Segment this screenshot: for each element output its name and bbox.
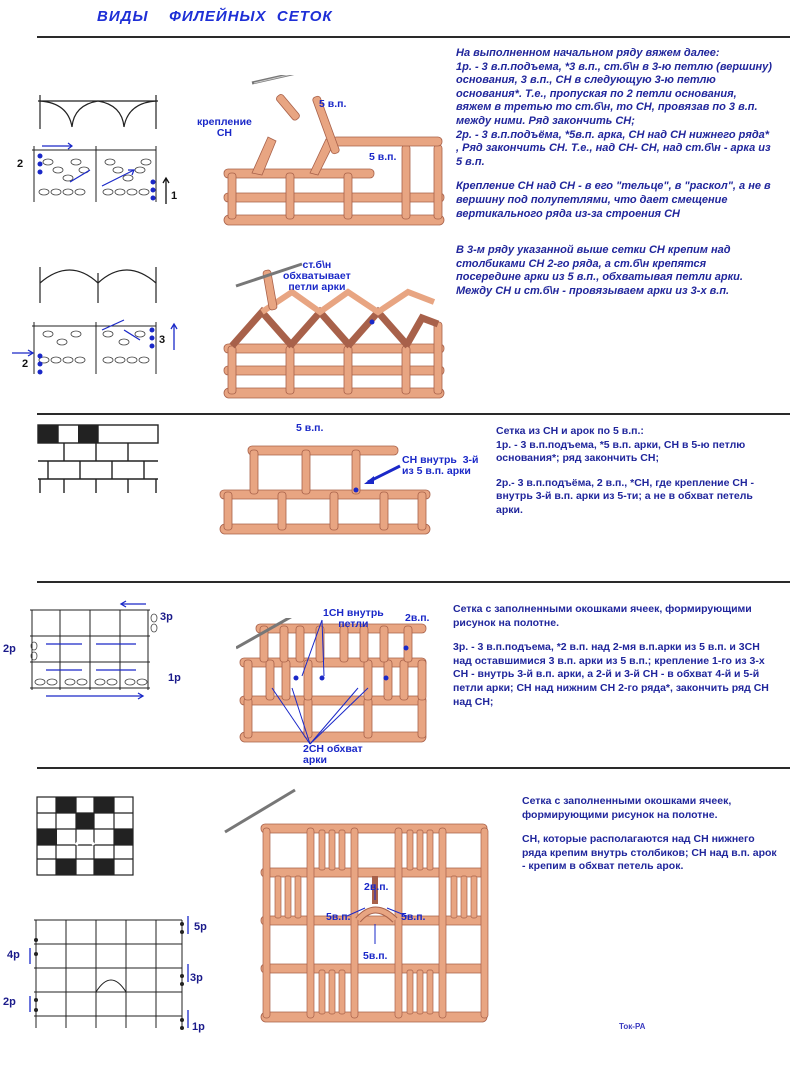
- divider-2: [37, 413, 790, 415]
- section5-text: [522, 795, 777, 874]
- label-five-ch-3: 5 в.п.: [296, 422, 324, 434]
- crochet-mesh-image-4: [236, 618, 432, 748]
- top-divider: [37, 36, 790, 38]
- row-label-5p: 5р: [194, 921, 207, 933]
- section1-paragraph-4: Крепление СН над СН - в его "тельце", в "раскол", а не в вершину под полупетлями, что дает смещение вертикального ряда из-за строения СН: [456, 180, 771, 220]
- row-label-2b: 2: [22, 358, 29, 370]
- section3-paragraph-2: 1р. - 3 в.п.подъема, *5 в.п. арки, СН в 5-ю петлю основания*; ряд закончить СН;: [496, 438, 746, 465]
- diagram-2-arches: [36, 263, 161, 307]
- diagram-5-grid: [36, 796, 136, 878]
- section3-text: [496, 425, 776, 518]
- row-arrow-up-3: [169, 322, 179, 352]
- section2-text: [456, 244, 772, 298]
- row-label-3p: 3р: [160, 611, 173, 623]
- section1-paragraph-2: 1р. - 3 в.п.подъема, *3 в.п., ст.б\н в 3-ю петлю (вершину) основания, 3 в.п., СН в следующую 3-ю петлю основания*. Т.е., пропуская по 2 петли основания, вяжем в третью то ст.б\н, то СН, провязав по 3 в.п. между ними. Ряд закончить СН;: [456, 60, 772, 127]
- diagram-1-arches: [36, 93, 161, 133]
- row-label-2p: 2р: [3, 643, 16, 655]
- crochet-mesh-image-5: [215, 784, 495, 1034]
- label-five-ch-mid: 5 в.п.: [369, 151, 397, 163]
- row-label-2p5: 2р: [3, 996, 16, 1008]
- section1-text: [456, 47, 772, 221]
- label-two-dc-wrap: 2СН обхват арки: [303, 743, 363, 766]
- section3-paragraph-1: Сетка из СН и арок по 5 в.п.:: [496, 425, 644, 437]
- diagram-5-symbols: [26, 910, 196, 1040]
- section4-paragraph-2: 3р. - 3 в.п.подъема, *2 в.п. над 2-мя в.п.арки из 5 в.п. и 3СН над оставшимися 3 в.п. арки из 5 в.п.; крепление 1-го из 3-х СН - внутрь 3-й в.п. арки, а 2-й и 3-й СН - в обхват 4-й и 5-й петли арки; СН над нижним СН 2-го ряда*, закончить ряд СН над СН;: [453, 641, 769, 708]
- section1-paragraph-1: На выполненном начальном ряду вяжем далее:: [456, 47, 720, 59]
- section4-paragraph-1: Сетка с заполненными окошками ячеек, формирующими рисунок на полотне.: [453, 603, 752, 629]
- section1-paragraph-3: 2р. - 3 в.п.подъёма, *5в.п. арка, СН над СН нижнего ряда* , Ряд закончить СН. Т.е., над СН- СН, над ст.б\н - арка из 5 в.п.: [456, 128, 771, 168]
- section2-paragraph: В 3-м ряду указанной выше сетки СН крепим над столбиками СН 2-го ряда, а ст.б\н крепятся посередине арки из 5 в.п., обхватывая петли арки. Между СН и ст.б\н - провязываем арки из 3-х в.п.: [456, 244, 743, 297]
- row-label-2: 2: [17, 158, 24, 170]
- divider-4: [37, 767, 790, 769]
- section4-text: [453, 603, 773, 709]
- row-label-1p5: 1р: [192, 1021, 205, 1033]
- diagram-1-symbols: [28, 140, 168, 212]
- label-two-ch-4: 2в.п.: [405, 612, 430, 624]
- diagram-4-symbols: [26, 600, 166, 708]
- section3-paragraph-3: 2р.- 3 в.п.подъёма, 2 в.п., *СН, где крепление СН - внутрь 3-й в.п. арки из 5-ти; а не в обхват петель арки.: [496, 476, 754, 516]
- diagram-3-grid: [36, 423, 162, 495]
- label-five-ch-left: 5в.п.: [326, 911, 351, 923]
- label-two-ch-5: 2в.п.: [364, 881, 389, 893]
- label-five-ch-bottom: 5в.п.: [363, 950, 388, 962]
- page-title: ВИДЫ ФИЛЕЙНЫХ СЕТОК: [97, 8, 333, 25]
- diagram-2-symbols: [28, 316, 166, 376]
- section5-paragraph-1: Сетка с заполненными окошками ячеек, формирующими рисунок на полотне.: [522, 795, 732, 821]
- row-arrow-right-2: [10, 348, 36, 358]
- row-label-3: 3: [159, 334, 166, 346]
- author-signature: Ток-РА: [619, 1022, 646, 1031]
- label-attach-dc: крепление СН: [197, 116, 252, 139]
- label-five-ch-right: 5в.п.: [401, 911, 426, 923]
- row-arrow-up-1: [161, 176, 171, 206]
- row-label-1: 1: [171, 190, 178, 202]
- pointer-arrow-3: [360, 462, 404, 486]
- label-dc-inside-arch: СН внутрь 3-й из 5 в.п. арки: [402, 454, 479, 477]
- divider-3: [37, 581, 790, 583]
- section5-paragraph-2: СН, которые располагаются над СН нижнего ряда крепим внутрь столбиков; СН над в.п. арок - крепим в обхват петель арок.: [522, 833, 777, 873]
- row-label-1p: 1р: [168, 672, 181, 684]
- label-one-dc-inside: 1СН внутрь петли: [323, 607, 384, 630]
- label-sc-wraps-arch: ст.б\н обхватывает петли арки: [283, 259, 351, 293]
- label-five-ch-top: 5 в.п.: [319, 98, 347, 110]
- row-label-4p: 4р: [7, 949, 20, 961]
- row-label-3p5: 3р: [190, 972, 203, 984]
